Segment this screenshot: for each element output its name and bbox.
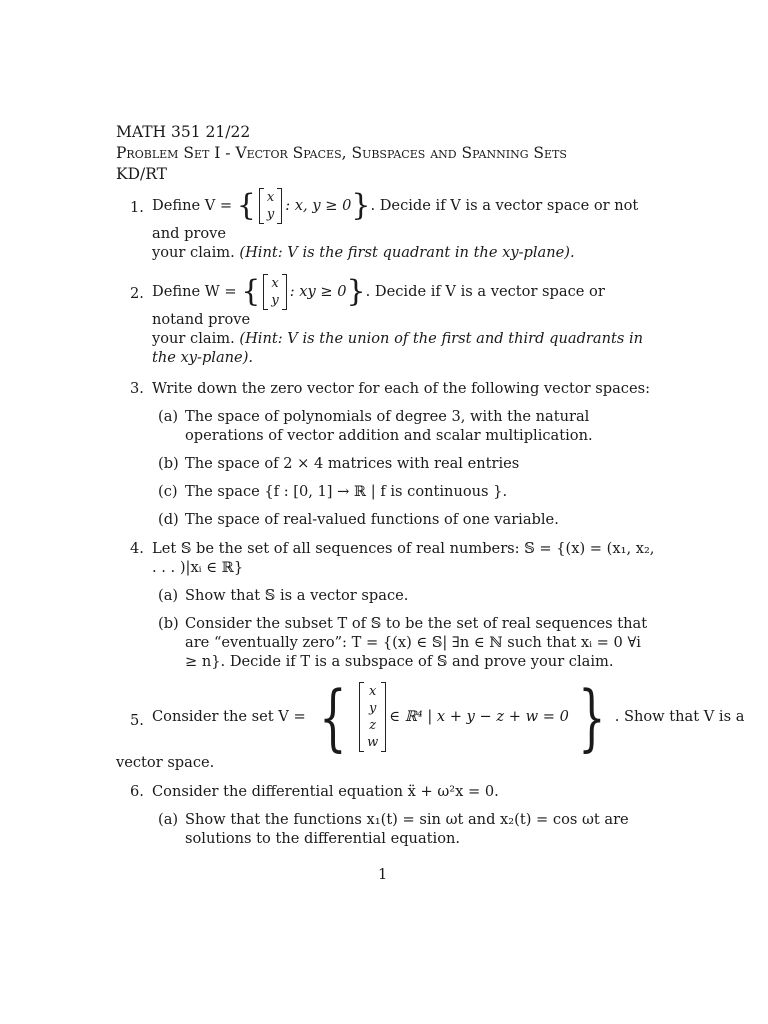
problem-number: 1. [130,199,144,216]
subproblem-3c [152,482,656,501]
subproblem-label: (c) [158,483,178,500]
subproblem-4a [152,586,656,605]
set-condition: : x, y ≥ 0 [285,197,352,214]
subproblem-text: The space of 2 × 4 matrices with real entries [185,455,520,472]
problem-number: 3. [130,380,144,397]
problem-set-title: Problem Set I - Vector Spaces, Subspaces and Spanning Sets [116,144,567,162]
hint-text: (Hint: V is the union of the first and third quadrants in the xy-plane). [152,330,644,366]
problem-number: 4. [130,540,144,557]
subproblem-label: (b) [158,615,179,632]
problem-text: your claim. [152,244,235,261]
page-number: 1 [378,866,388,883]
subproblem-text: Consider the subset T of 𝕊 to be the set of real sequences that are “eventually zero”: T = {(x) ∈ 𝕊| ∃n ∈ ℕ such that xᵢ = 0 ∀i ≥ n}. Decide if T is a subspace of 𝕊 and prove your claim. [185,615,648,670]
problem-number: 5. [130,712,144,729]
subproblem-label: (a) [158,408,179,425]
problem-text: Consider the set V = [152,708,306,725]
subproblem-3a [152,407,656,445]
problem-list [116,188,745,858]
problem-1 [116,188,656,262]
subproblem-3b [152,454,656,473]
subproblem-text: The space of real-valued functions of one variable. [185,511,559,528]
hint-text: (Hint: V is the first quadrant in the xy-plane). [239,244,575,261]
set-close-brace: } [578,675,606,759]
problem-text: Write down the zero vector for each of the following vector spaces: [152,380,651,397]
subproblem-3d [152,510,656,529]
set-open-brace: { [241,274,261,309]
problem-text: . Show that V is a [614,708,745,725]
problem-text: Let 𝕊 be the set of all sequences of real numbers: 𝕊 = {(x) = (x₁, x₂, . . . )|xᵢ ∈ ℝ} [152,540,655,576]
set-close-brace: } [351,188,371,223]
vector-xy: x y [263,274,286,310]
set-close-brace: } [346,274,366,309]
problem-text: Define W = [152,283,237,300]
problem-4 [116,539,656,671]
authors: KD/RT [116,165,167,183]
problem-text: . Decide if V is a vector space or notand prove [152,283,605,328]
problem-number: 2. [130,285,144,302]
problem-text: vector space. [116,754,215,771]
subproblem-label: (d) [158,511,179,528]
vector-xyzw: x y z w [359,682,386,752]
subproblem-label: (a) [158,587,179,604]
subproblem-6a [152,810,656,848]
set-condition: : xy ≥ 0 [289,283,347,300]
subproblem-text: Show that the functions x₁(t) = sin ωt and x₂(t) = cos ωt are solutions to the differential equation. [185,811,629,847]
vector-xy: x y [259,188,282,224]
problem-text: your claim. [152,330,235,347]
subproblem-label: (b) [158,455,179,472]
problem-5 [116,675,745,772]
set-open-brace: { [236,188,256,223]
problem-text: . Decide if V is a vector space or not and prove [152,197,639,242]
problem-text: Define V = [152,197,233,214]
document-header [116,122,567,185]
subproblem-text: The space {f : [0, 1] → ℝ | f is continuous }. [185,483,508,500]
set-open-brace: { [319,675,347,759]
course-code: MATH 351 21/22 [116,123,251,141]
problem-text: Consider the differential equation ẍ + ω²x = 0. [152,783,499,800]
problem-6 [116,782,656,848]
subproblem-4b [152,614,656,671]
problem-2 [116,274,656,367]
subproblem-label: (a) [158,811,179,828]
subproblem-text: The space of polynomials of degree 3, with the natural operations of vector addition and scalar multiplication. [185,408,593,444]
set-condition: ∈ ℝ⁴ | x + y − z + w = 0 [389,708,569,725]
problem-number: 6. [130,783,144,800]
subproblem-text: Show that 𝕊 is a vector space. [185,587,409,604]
problem-3 [116,379,656,529]
